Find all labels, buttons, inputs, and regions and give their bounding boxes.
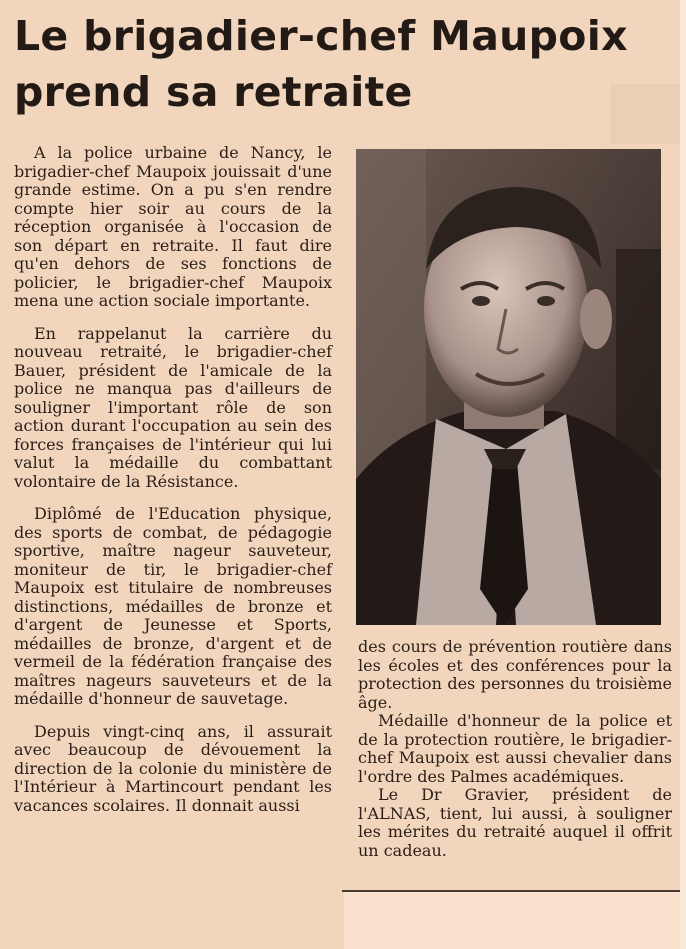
paragraph-colony: Depuis vingt-cinq ans, il assurait avec beaucoup de dévouement la direction de la colonie du ministère de l'Intérieur à Martincourt pendant les vacances scolaires. Il donnait aussi <box>14 721 332 815</box>
paragraph-intro: A la police urbaine de Nancy, le brigadier-chef Maupoix jouissait d'une grande estime. On a pu s'en rendre compte hier soir au cours de la réception organisée à l'occasion de son départ en retraite. Il faut dire qu'en dehors de ses fonctions de policier, le brigadier-chef Maupoix mena une action sociale importante. <box>14 143 332 310</box>
portrait-photo-graphic <box>356 149 661 625</box>
portrait-photo <box>356 149 661 625</box>
headline-line-1: Le brigadier-chef Maupoix <box>14 12 628 60</box>
headline-line-2: prend sa retraite <box>14 68 413 116</box>
article-column-right <box>358 638 672 860</box>
blank-paper-corner <box>344 892 686 949</box>
article-headline <box>14 8 654 120</box>
paper-edge <box>680 0 686 949</box>
paragraph-honours: Médaille d'honneur de la police et de la protection routière, le brigadier-chef Maupoix est aussi chevalier dans l'ordre des Palmes académiques. <box>358 711 672 786</box>
article-column-left <box>14 144 332 829</box>
paragraph-career: En rappelanut la carrière du nouveau retraité, le brigadier-chef Bauer, président de l'amicale de la police ne manqua pas d'ailleurs de souligner l'important rôle de son action durant l'occupation au sein des forces françaises de l'intérieur qui lui valut la médaille du combattant volontaire de la Résistance. <box>14 323 332 491</box>
paragraph-gift: Le Dr Gravier, président de l'ALNAS, tient, lui aussi, à souligner les mérites du retraité auquel il offrit un cadeau. <box>358 785 672 860</box>
paragraph-diplomas: Diplômé de l'Education physique, des sports de combat, de pédagogie sportive, maître nageur sauveteur, moniteur de tir, le brigadier-chef Maupoix est titulaire de nombreuses distinctions, médailles de bronze et d'argent de Jeunesse et Sports, médailles de bronze, d'argent et de vermeil de la fédération française des maîtres nageurs sauveteurs et de la médaille d'honneur de sauvetage. <box>14 504 332 708</box>
paragraph-prevention: des cours de prévention routière dans les écoles et des conférences pour la protection des personnes du troisième âge. <box>358 637 672 712</box>
